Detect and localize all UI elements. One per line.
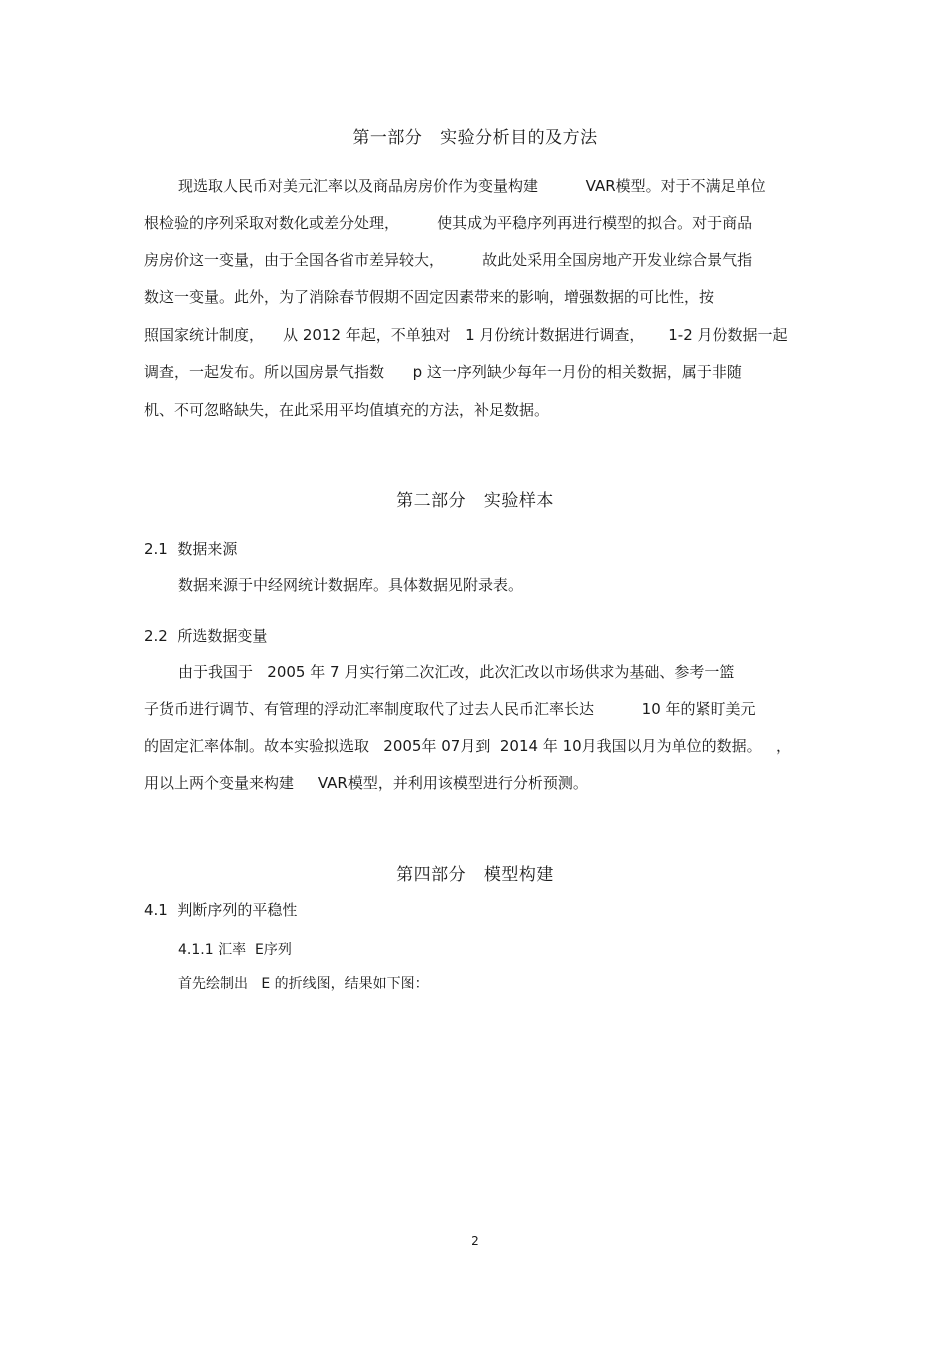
paragraph-line: 照国家统计制度， 从 2012 年起，不单独对 1 月份统计数据进行调查， 1-2 月份数据一起	[144, 326, 788, 344]
paragraph-line: 首先绘制出 E 的折线图，结果如下图：	[178, 976, 429, 992]
paragraph-line: 用以上两个变量来构建 VAR模型，并利用该模型进行分析预测。	[144, 774, 588, 792]
paragraph-line: 数这一变量。此外，为了消除春节假期不固定因素带来的影响，增强数据的可比性，按	[144, 288, 715, 306]
paragraph-line: 现选取人民币对美元汇率以及商品房房价作为变量构建 VAR模型。对于不满足单位	[178, 177, 766, 195]
paragraph-line: 调查，一起发布。所以国房景气指数 p 这一序列缺少每年一月份的相关数据，属于非随	[144, 363, 742, 381]
section-4-title: 第四部分 模型构建	[396, 865, 554, 885]
subsubsection-heading: 4.1.1 汇率 E序列	[178, 942, 292, 958]
paragraph-line: 的固定汇率体制。故本实验拟选取 2005年 07月到 2014 年 10月我国以月为单位的数据。 ，	[144, 737, 791, 755]
paragraph-line: 根检验的序列采取对数化或差分处理， 使其成为平稳序列再进行模型的拟合。对于商品	[144, 214, 753, 232]
section-1-title: 第一部分 实验分析目的及方法	[352, 128, 598, 148]
subsection-heading: 2.2 所选数据变量	[144, 627, 268, 645]
paragraph-line: 由于我国于 2005 年 7 月实行第二次汇改，此次汇改以市场供求为基础、参考一篮	[178, 663, 735, 681]
paragraph-line: 数据来源于中经网统计数据库。具体数据见附录表。	[178, 576, 524, 594]
paragraph-line: 机、不可忽略缺失，在此采用平均值填充的方法，补足数据。	[144, 401, 550, 419]
section-2-title: 第二部分 实验样本	[396, 491, 554, 511]
paragraph-line: 子货币进行调节、有管理的浮动汇率制度取代了过去人民币汇率长达 10 年的紧盯美元	[144, 700, 756, 718]
subsection-heading: 4.1 判断序列的平稳性	[144, 901, 298, 919]
paragraph-line: 房房价这一变量，由于全国各省市差异较大， 故此处采用全国房地产开发业综合景气指	[144, 251, 753, 269]
page-number: 2	[471, 1234, 479, 1248]
subsection-heading: 2.1 数据来源	[144, 540, 238, 558]
